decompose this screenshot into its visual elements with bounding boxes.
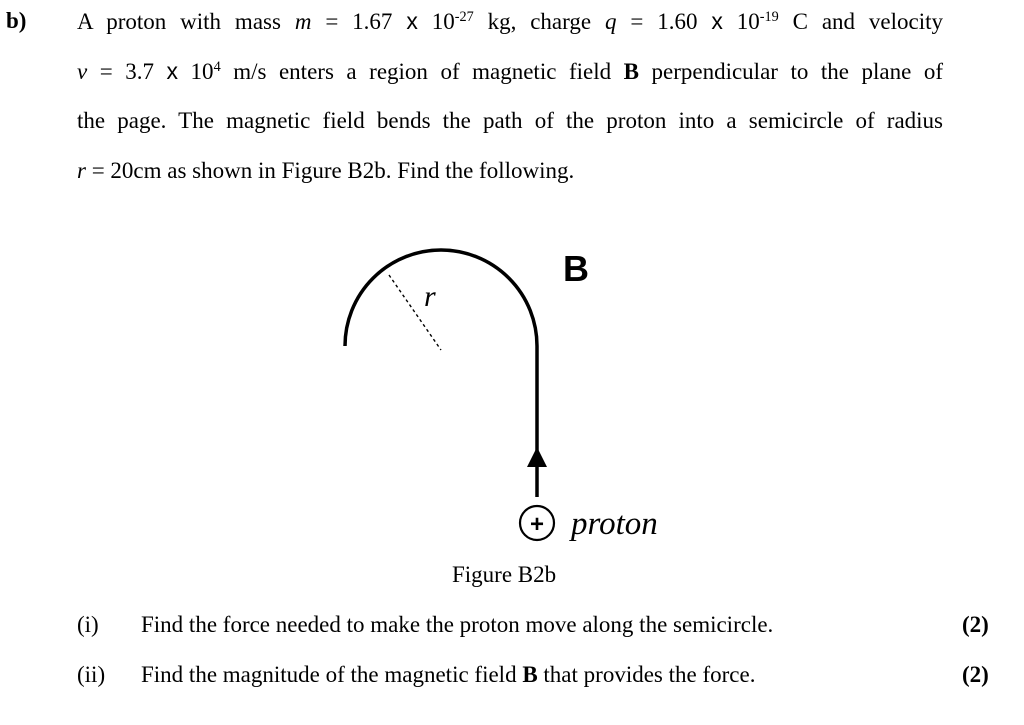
part-i-number: (i) bbox=[77, 612, 99, 637]
part-i-marks: (2) bbox=[962, 612, 989, 637]
intro-line-2: v = 3.7 x $10^4$ m/s enters a region of magnetic field B perpendicular to the plane of bbox=[77, 58, 944, 84]
question-label: b) bbox=[6, 8, 27, 33]
part-ii-text: Find the magnitude of the magnetic field B that provides the force. bbox=[141, 662, 756, 687]
figure-caption: Figure B2b bbox=[452, 562, 557, 587]
part-i-text: Find the force needed to make the proton move along the semicircle. bbox=[141, 612, 774, 637]
semicircle-path bbox=[345, 250, 537, 346]
radius-label-r: r bbox=[424, 280, 436, 313]
field-label-B: B bbox=[563, 248, 589, 289]
proton-label: proton bbox=[571, 506, 658, 542]
part-ii-number: (ii) bbox=[77, 662, 106, 687]
proton-plus-symbol: + bbox=[529, 511, 545, 538]
arrow-head bbox=[527, 447, 547, 467]
intro-line-1: A proton with mass m = 1.67 x $10^{-27}$ kg, charge q = 1.60 x $10^{-19}$ C and velocity bbox=[77, 8, 944, 34]
intro-line-4: r = 20cm as shown in Figure B2b. Find the following. bbox=[77, 158, 575, 183]
part-ii-marks: (2) bbox=[962, 662, 989, 687]
intro-line-3: the page. The magnetic field bends the path of the proton into a semicircle of radius bbox=[77, 108, 943, 133]
